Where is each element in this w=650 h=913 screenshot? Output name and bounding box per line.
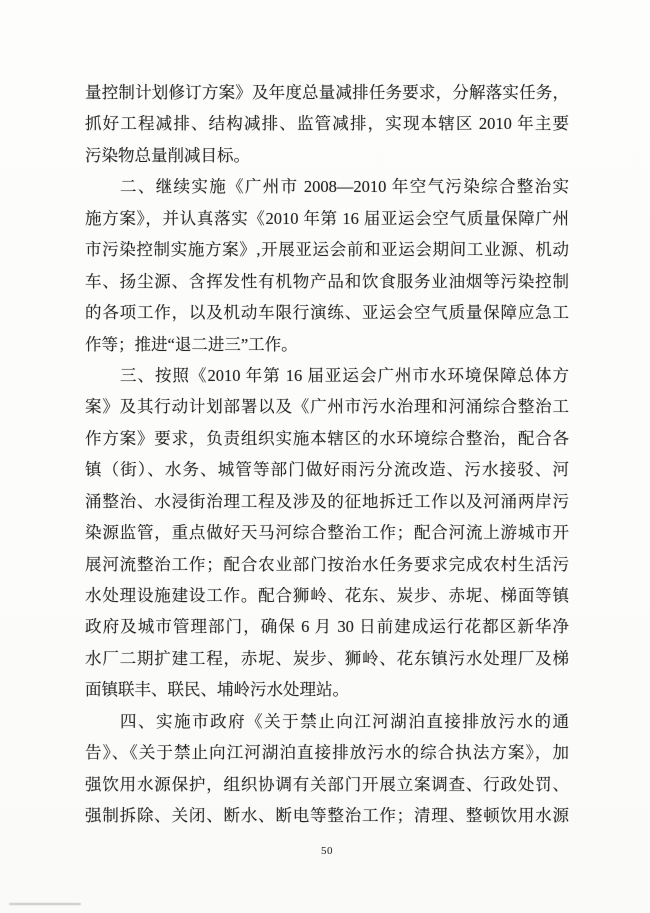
text-line: 染源监管，重点做好天马河综合整治工作；配合河流上游城市开 (85, 523, 569, 543)
text-line: 展河流整治工作；配合农业部门按治水任务要求完成农村生活污 (85, 554, 569, 574)
page-number: 50 (321, 845, 333, 857)
text-line: 告》、《关于禁止向江河湖泊直接排放污水的综合执法方案》，加 (85, 743, 569, 763)
text-line: 的各项工作，以及机动车限行演练、亚运会空气质量保障应急工 (85, 303, 569, 323)
text-line: 四、实施市政府《关于禁止向江河湖泊直接排放污水的通 (120, 711, 569, 731)
text-line: 作等；推进“退二进三”工作。 (85, 334, 298, 354)
text-line: 车、扬尘源、含挥发性有机物产品和饮食服务业油烟等污染控制 (85, 271, 569, 291)
scan-artifact-smudge (9, 903, 81, 905)
text-line: 作方案》要求，负责组织实施本辖区的水环境综合整治，配合各 (85, 428, 569, 448)
document-body (85, 77, 569, 832)
text-line: 量控制计划修订方案》及年度总量减排任务要求，分解落实任务， (85, 83, 569, 102)
text-line: 污染物总量削减目标。 (85, 145, 250, 165)
text-line: 涌整治、水浸街治理工程及涉及的征地拆迁工作以及河涌两岸污 (85, 491, 569, 511)
text-line: 水处理设施建设工作。配合狮岭、花东、炭步、赤坭、梯面等镇 (85, 586, 569, 605)
text-line: 强制拆除、关闭、断水、断电等整治工作；清理、整顿饮用水源 (85, 806, 569, 826)
text-line: 抓好工程减排、结构减排、监管减排，实现本辖区 2010 年主要 (85, 114, 569, 134)
text-line: 施方案》，并认真落实《2010 年第 16 届亚运会空气质量保障广州 (85, 208, 569, 228)
text-line: 三、按照《2010 年第 16 届亚运会广州市水环境保障总体方 (120, 365, 569, 385)
text-line: 案》及其行动计划部署以及《广州市污水治理和河涌综合整治工 (85, 397, 569, 417)
text-line: 政府及城市管理部门，确保 6 月 30 日前建成运行花都区新华净 (85, 617, 569, 637)
text-line: 水厂二期扩建工程，赤坭、炭步、狮岭、花东镇污水处理厂及梯 (85, 648, 569, 668)
text-line: 市污染控制实施方案》,开展亚运会前和亚运会期间工业源、机动 (85, 240, 569, 260)
text-line: 面镇联丰、联民、埔岭污水处理站。 (85, 680, 349, 700)
text-line: 二、继续实施《广州市 2008—2010 年空气污染综合整治实 (120, 177, 569, 197)
text-line: 强饮用水源保护，组织协调有关部门开展立案调查、行政处罚、 (85, 774, 569, 794)
text-line: 镇（街）、水务、城管等部门做好雨污分流改造、污水接驳、河 (85, 460, 569, 480)
